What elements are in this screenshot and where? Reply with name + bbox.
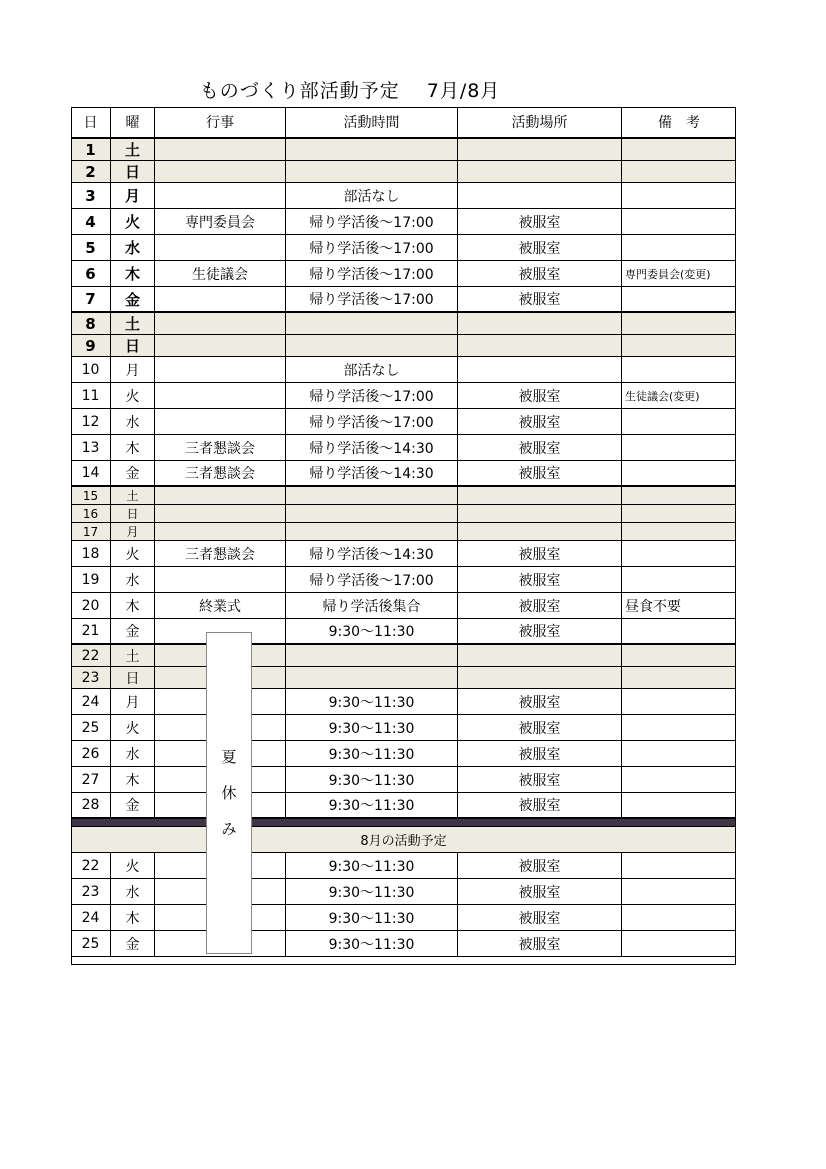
place-cell — [458, 667, 622, 688]
event-cell — [155, 287, 286, 311]
day-cell: 6 — [71, 261, 111, 286]
place-cell: 被服室 — [458, 235, 622, 260]
table-row — [71, 567, 736, 593]
place-cell: 被服室 — [458, 931, 622, 956]
note-cell — [622, 667, 736, 688]
time-cell: 9:30～11:30 — [286, 767, 458, 792]
note-cell — [622, 287, 736, 311]
table-row — [71, 853, 736, 879]
dow-cell: 火 — [111, 853, 155, 878]
table-row — [71, 715, 736, 741]
dow-cell: 水 — [111, 409, 155, 434]
note-cell — [622, 767, 736, 792]
place-cell — [458, 523, 622, 540]
note-cell: 生徒議会(変更) — [625, 389, 700, 403]
dow-cell: 火 — [111, 383, 155, 408]
table-row — [71, 645, 736, 667]
day-cell: 25 — [71, 931, 111, 956]
place-cell — [458, 161, 622, 182]
event-cell — [155, 505, 286, 522]
day-cell: 27 — [71, 767, 111, 792]
day-cell: 20 — [71, 593, 111, 618]
dow-cell: 土 — [111, 139, 155, 160]
note-cell — [622, 793, 736, 817]
note-cell — [622, 461, 736, 485]
time-cell: 帰り学活後～17:00 — [286, 209, 458, 234]
day-cell: 22 — [71, 853, 111, 878]
place-cell: 被服室 — [458, 689, 622, 714]
header-event: 行事 — [155, 107, 286, 137]
day-cell: 4 — [71, 209, 111, 234]
note-cell — [622, 715, 736, 740]
table-row — [71, 619, 736, 645]
dow-cell: 水 — [111, 567, 155, 592]
event-cell — [155, 235, 286, 260]
table-row — [71, 487, 736, 505]
dow-cell: 金 — [111, 461, 155, 485]
dow-cell: 木 — [111, 261, 155, 286]
dow-cell: 木 — [111, 767, 155, 792]
note-cell — [622, 409, 736, 434]
time-cell: 帰り学活後～14:30 — [286, 541, 458, 566]
event-cell — [155, 313, 286, 334]
dow-cell: 月 — [111, 183, 155, 208]
place-cell: 被服室 — [458, 435, 622, 460]
time-cell — [286, 645, 458, 666]
time-cell — [286, 313, 458, 334]
dow-cell: 月 — [111, 357, 155, 382]
event-cell — [155, 335, 286, 356]
table-row — [71, 209, 736, 235]
note-cell — [622, 741, 736, 766]
table-row — [71, 541, 736, 567]
note-cell — [622, 905, 736, 930]
note-cell — [622, 853, 736, 878]
note-cell — [622, 209, 736, 234]
table-row — [71, 767, 736, 793]
day-cell: 28 — [71, 793, 111, 817]
dow-cell: 水 — [111, 879, 155, 904]
event-cell: 三者懇談会 — [155, 541, 286, 566]
note-cell — [622, 931, 736, 956]
july-rows — [71, 139, 736, 819]
event-cell: 三者懇談会 — [155, 461, 286, 485]
dow-cell: 土 — [111, 313, 155, 334]
august-rows — [71, 853, 736, 957]
place-cell: 被服室 — [458, 793, 622, 817]
time-cell — [286, 335, 458, 356]
note-cell — [622, 313, 736, 334]
table-row — [71, 261, 736, 287]
place-cell — [458, 139, 622, 160]
page-title: ものづくり部活動予定 7月/8月 — [199, 80, 501, 102]
day-cell: 17 — [71, 523, 111, 540]
note-cell: 専門委員会(変更) — [625, 267, 711, 281]
day-cell: 10 — [71, 357, 111, 382]
time-cell: 帰り学活後集合 — [286, 593, 458, 618]
time-cell: 9:30～11:30 — [286, 853, 458, 878]
table-row — [71, 383, 736, 409]
dow-cell: 日 — [111, 505, 155, 522]
place-cell: 被服室 — [458, 715, 622, 740]
place-cell: 被服室 — [458, 261, 622, 286]
time-cell: 帰り学活後～17:00 — [286, 409, 458, 434]
note-cell — [622, 183, 736, 208]
time-cell — [286, 523, 458, 540]
note-cell — [622, 645, 736, 666]
day-cell: 24 — [71, 689, 111, 714]
august-heading: 8月の活動予定 — [71, 827, 736, 853]
table-row — [71, 689, 736, 715]
day-cell: 3 — [71, 183, 111, 208]
place-cell — [458, 335, 622, 356]
day-cell: 23 — [71, 879, 111, 904]
place-cell: 被服室 — [458, 905, 622, 930]
table-row — [71, 139, 736, 161]
event-cell — [155, 523, 286, 540]
header-dow: 曜 — [111, 107, 155, 137]
place-cell: 被服室 — [458, 287, 622, 311]
place-cell: 被服室 — [458, 741, 622, 766]
place-cell: 被服室 — [458, 619, 622, 643]
day-cell: 16 — [71, 505, 111, 522]
vacation-char: 休 — [221, 784, 237, 802]
time-cell: 9:30～11:30 — [286, 793, 458, 817]
dow-cell: 金 — [111, 287, 155, 311]
day-cell: 24 — [71, 905, 111, 930]
place-cell: 被服室 — [458, 879, 622, 904]
table-row — [71, 409, 736, 435]
table-row — [71, 335, 736, 357]
summer-vacation-label — [206, 632, 252, 954]
event-cell — [155, 409, 286, 434]
event-cell — [155, 487, 286, 504]
table-row — [71, 523, 736, 541]
time-cell — [286, 667, 458, 688]
table-row — [71, 741, 736, 767]
day-cell: 7 — [71, 287, 111, 311]
time-cell: 部活なし — [286, 357, 458, 382]
dow-cell: 月 — [111, 689, 155, 714]
time-cell — [286, 161, 458, 182]
header-time: 活動時間 — [286, 107, 458, 137]
time-cell: 部活なし — [286, 183, 458, 208]
place-cell — [458, 645, 622, 666]
event-cell — [155, 383, 286, 408]
note-cell: 昼食不要 — [625, 598, 681, 615]
header-place: 活動場所 — [458, 107, 622, 137]
time-cell: 9:30～11:30 — [286, 619, 458, 643]
table-row — [71, 183, 736, 209]
day-cell: 9 — [71, 335, 111, 356]
note-cell — [622, 689, 736, 714]
table-row — [71, 357, 736, 383]
place-cell: 被服室 — [458, 383, 622, 408]
time-cell: 9:30～11:30 — [286, 689, 458, 714]
place-cell: 被服室 — [458, 541, 622, 566]
dow-cell: 火 — [111, 209, 155, 234]
header-note: 備 考 — [658, 115, 700, 131]
time-cell: 帰り学活後～17:00 — [286, 567, 458, 592]
note-cell — [622, 541, 736, 566]
place-cell: 被服室 — [458, 461, 622, 485]
dow-cell: 火 — [111, 541, 155, 566]
place-cell — [458, 313, 622, 334]
table-row — [71, 593, 736, 619]
time-cell: 9:30～11:30 — [286, 741, 458, 766]
place-cell: 被服室 — [458, 853, 622, 878]
table-row — [71, 235, 736, 261]
note-cell — [622, 487, 736, 504]
place-cell — [458, 505, 622, 522]
dow-cell: 土 — [111, 487, 155, 504]
note-cell — [622, 879, 736, 904]
event-cell: 終業式 — [155, 593, 286, 618]
dow-cell: 金 — [111, 793, 155, 817]
event-cell: 生徒議会 — [155, 261, 286, 286]
dow-cell: 月 — [111, 523, 155, 540]
note-cell — [622, 505, 736, 522]
note-cell — [622, 567, 736, 592]
place-cell: 被服室 — [458, 593, 622, 618]
time-cell: 帰り学活後～17:00 — [286, 383, 458, 408]
time-cell: 9:30～11:30 — [286, 905, 458, 930]
dow-cell: 日 — [111, 667, 155, 688]
time-cell: 帰り学活後～14:30 — [286, 461, 458, 485]
dow-cell: 土 — [111, 645, 155, 666]
day-cell: 18 — [71, 541, 111, 566]
day-cell: 13 — [71, 435, 111, 460]
dow-cell: 木 — [111, 905, 155, 930]
day-cell: 12 — [71, 409, 111, 434]
note-cell — [622, 139, 736, 160]
header-row — [71, 107, 736, 139]
day-cell: 15 — [71, 487, 111, 504]
header-day: 日 — [71, 107, 111, 137]
dow-cell: 火 — [111, 715, 155, 740]
table-row — [71, 461, 736, 487]
schedule-table — [71, 107, 736, 957]
event-cell — [155, 139, 286, 160]
day-cell: 8 — [71, 313, 111, 334]
note-cell — [622, 357, 736, 382]
dow-cell: 木 — [111, 593, 155, 618]
day-cell: 21 — [71, 619, 111, 643]
table-row — [71, 905, 736, 931]
dow-cell: 日 — [111, 335, 155, 356]
note-cell — [622, 523, 736, 540]
time-cell: 帰り学活後～17:00 — [286, 287, 458, 311]
time-cell: 帰り学活後～17:00 — [286, 261, 458, 286]
time-cell: 9:30～11:30 — [286, 879, 458, 904]
table-row — [71, 879, 736, 905]
day-cell: 26 — [71, 741, 111, 766]
table-row — [71, 667, 736, 689]
month-divider — [71, 819, 736, 827]
note-cell — [622, 435, 736, 460]
table-row — [71, 793, 736, 819]
event-cell — [155, 357, 286, 382]
table-row — [71, 931, 736, 957]
place-cell: 被服室 — [458, 409, 622, 434]
place-cell — [458, 183, 622, 208]
table-row — [71, 287, 736, 313]
day-cell: 11 — [71, 383, 111, 408]
time-cell: 9:30～11:30 — [286, 715, 458, 740]
dow-cell: 日 — [111, 161, 155, 182]
note-cell — [622, 335, 736, 356]
event-cell: 三者懇談会 — [155, 435, 286, 460]
vacation-char: 夏 — [221, 748, 237, 766]
day-cell: 1 — [71, 139, 111, 160]
time-cell — [286, 487, 458, 504]
place-cell: 被服室 — [458, 567, 622, 592]
day-cell: 14 — [71, 461, 111, 485]
dow-cell: 金 — [111, 619, 155, 643]
time-cell: 帰り学活後～14:30 — [286, 435, 458, 460]
dow-cell: 金 — [111, 931, 155, 956]
event-cell — [155, 161, 286, 182]
vacation-char: み — [221, 820, 237, 838]
place-cell: 被服室 — [458, 767, 622, 792]
note-cell — [622, 619, 736, 643]
table-row — [71, 161, 736, 183]
table-row — [71, 435, 736, 461]
day-cell: 5 — [71, 235, 111, 260]
time-cell: 帰り学活後～17:00 — [286, 235, 458, 260]
day-cell: 22 — [71, 645, 111, 666]
day-cell: 23 — [71, 667, 111, 688]
note-cell — [622, 235, 736, 260]
place-cell: 被服室 — [458, 209, 622, 234]
time-cell: 9:30～11:30 — [286, 931, 458, 956]
event-cell — [155, 183, 286, 208]
dow-cell: 水 — [111, 235, 155, 260]
table-row — [71, 313, 736, 335]
note-cell — [622, 161, 736, 182]
day-cell: 2 — [71, 161, 111, 182]
table-row — [71, 505, 736, 523]
time-cell — [286, 139, 458, 160]
event-cell: 専門委員会 — [155, 209, 286, 234]
dow-cell: 木 — [111, 435, 155, 460]
dow-cell: 水 — [111, 741, 155, 766]
day-cell: 25 — [71, 715, 111, 740]
time-cell — [286, 505, 458, 522]
event-cell — [155, 567, 286, 592]
day-cell: 19 — [71, 567, 111, 592]
place-cell — [458, 487, 622, 504]
place-cell — [458, 357, 622, 382]
